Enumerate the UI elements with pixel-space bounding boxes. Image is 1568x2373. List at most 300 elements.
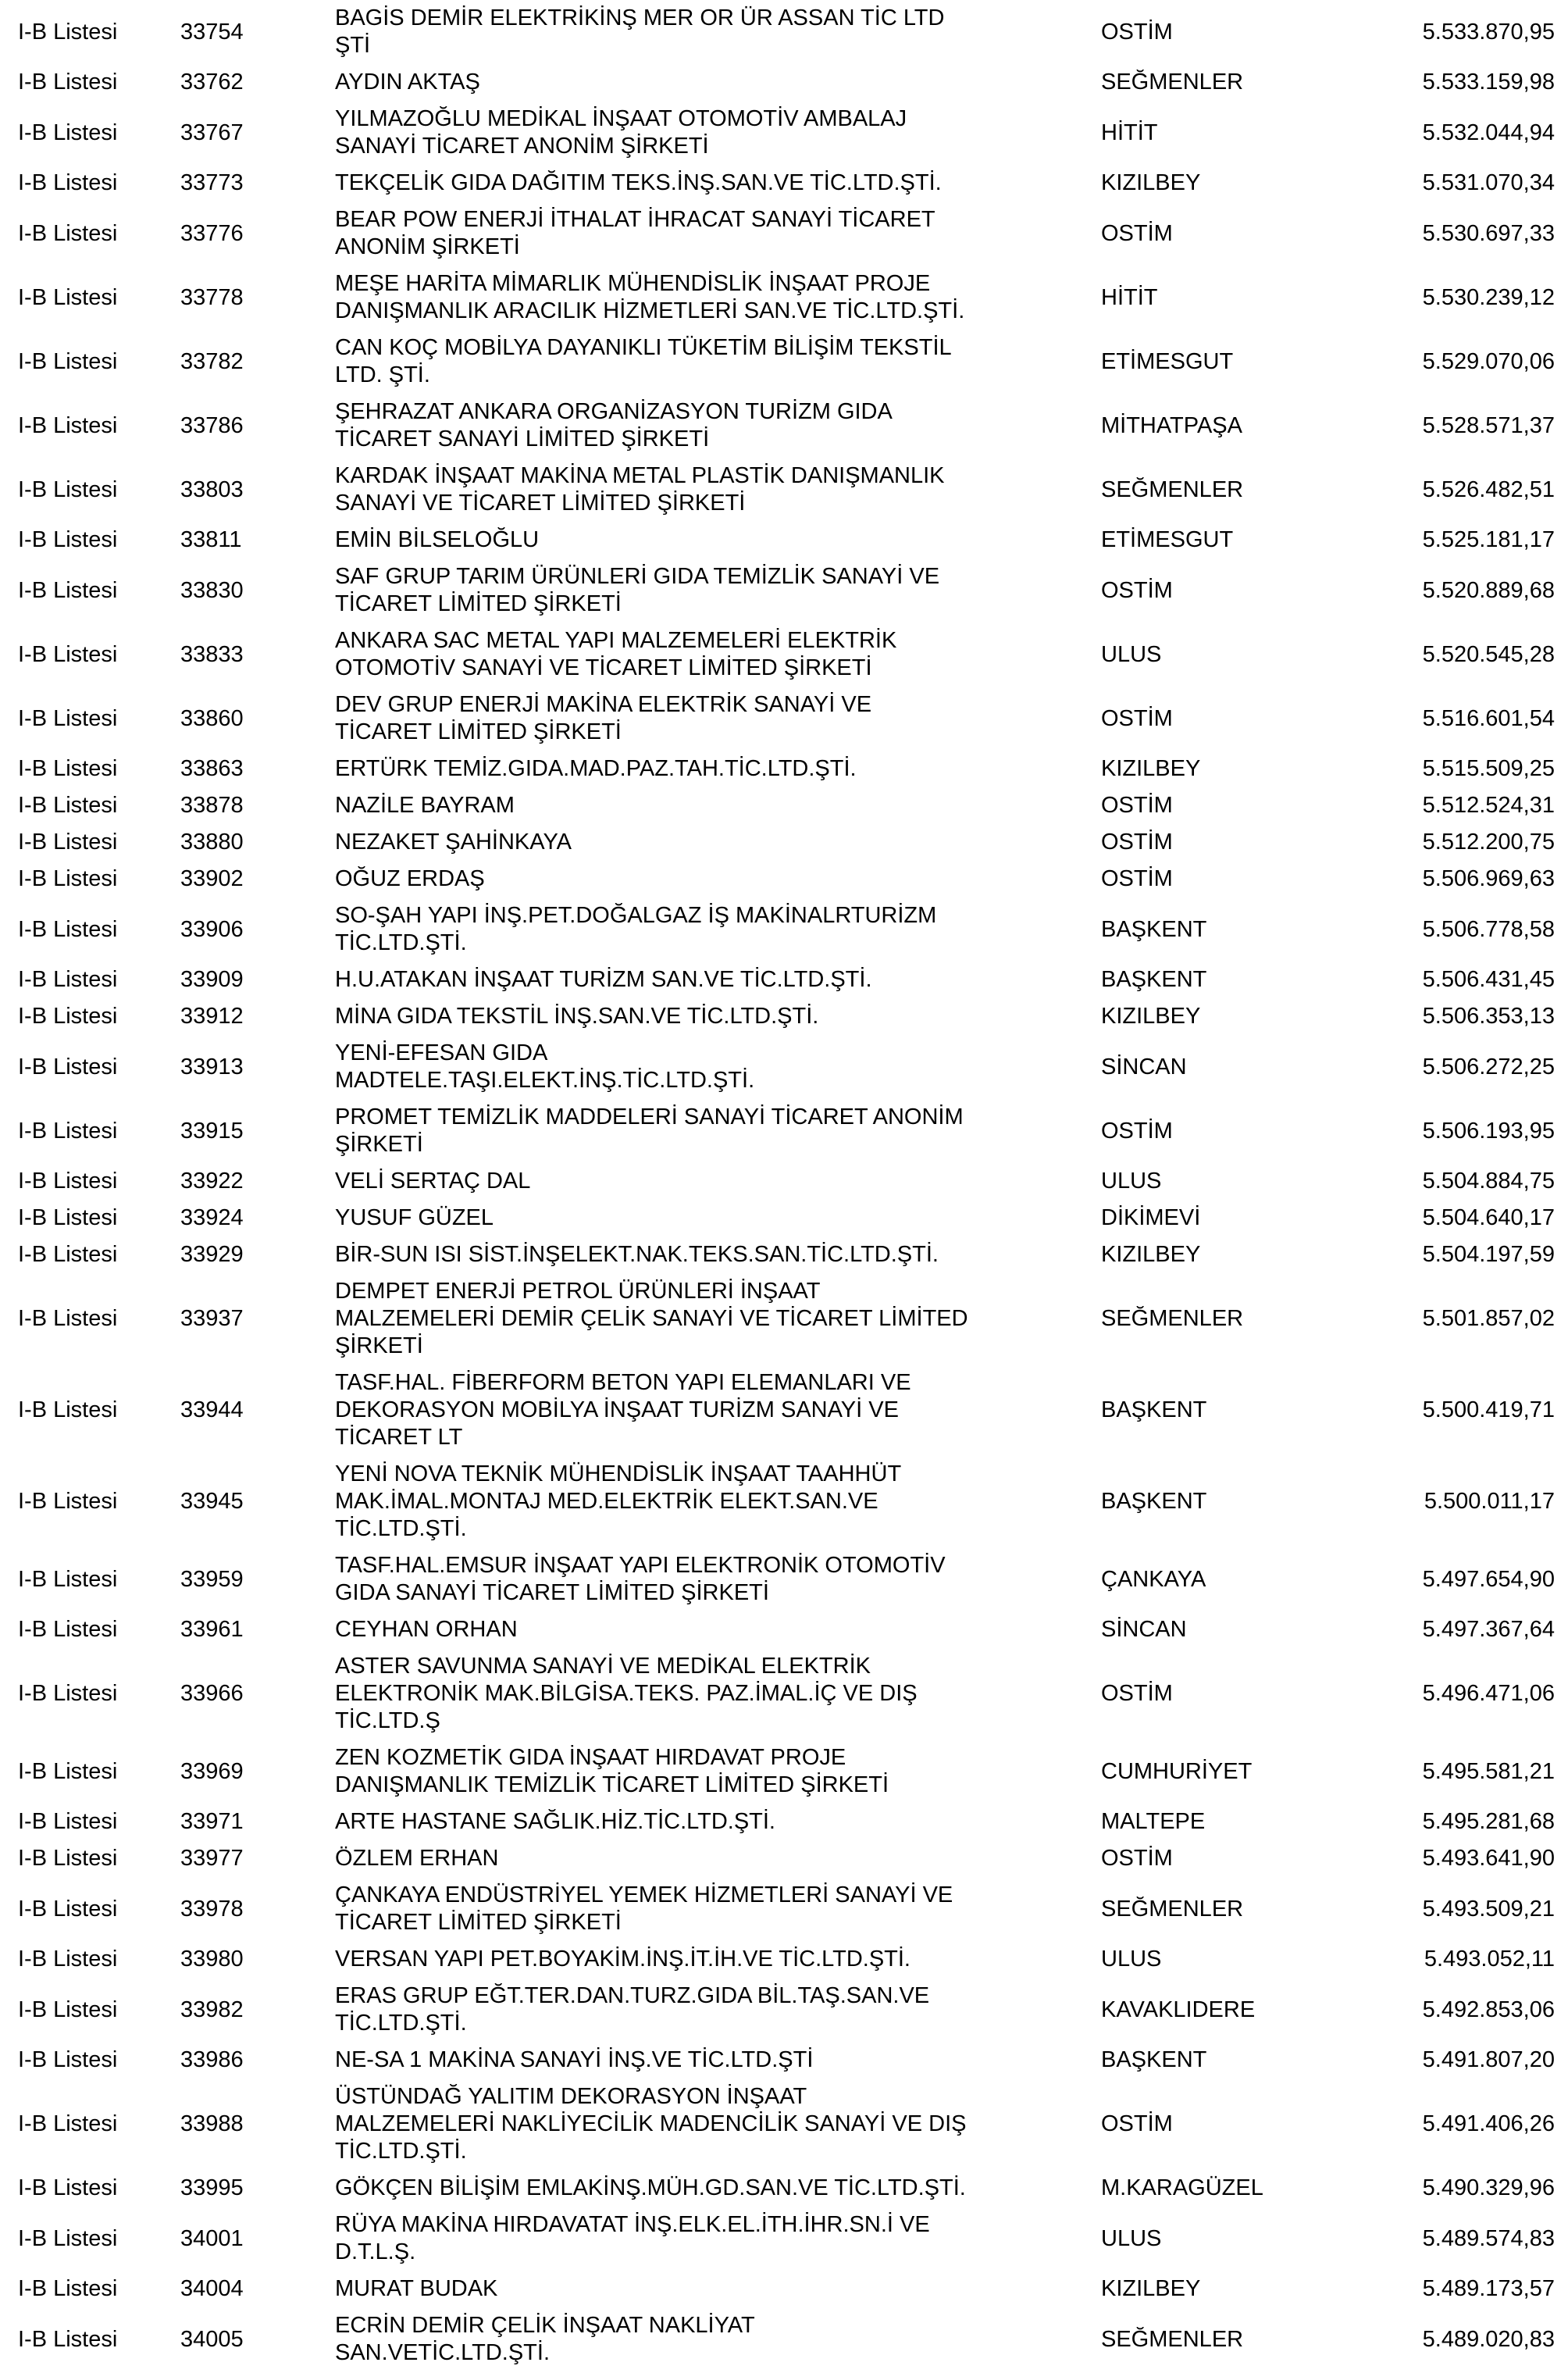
tax-office-cell: BAŞKENT — [1101, 1489, 1207, 1514]
list-type-cell: I-B Listesi — [18, 1997, 118, 2022]
amount-cell: 5.512.200,75 — [1422, 830, 1555, 855]
table-row — [0, 1804, 1568, 1840]
company-name-line: ANKARA SAC METAL YAPI MALZEMELERİ ELEKTRİK — [335, 628, 897, 653]
table-row — [0, 101, 1568, 165]
list-type-cell: I-B Listesi — [18, 756, 118, 781]
tax-office-cell: BAŞKENT — [1101, 1397, 1207, 1422]
tax-office-cell: OSTİM — [1101, 220, 1173, 246]
amount-cell: 5.531.070,34 — [1422, 170, 1555, 195]
table-row — [0, 1456, 1568, 1547]
list-type-cell: I-B Listesi — [18, 1118, 118, 1144]
row-number-cell: 33811 — [180, 527, 242, 552]
company-name-cell — [335, 1808, 1101, 1836]
row-number-cell: 33961 — [180, 1617, 244, 1642]
row-number-cell: 33762 — [180, 70, 244, 95]
company-name-cell — [335, 966, 1101, 994]
row-number-cell: 33776 — [180, 220, 244, 246]
table-row — [0, 824, 1568, 861]
company-name-cell — [335, 398, 1101, 453]
tax-office-cell: OSTİM — [1101, 1681, 1173, 1706]
company-name-line: H.U.ATAKAN İNŞAAT TURİZM SAN.VE TİC.LTD.ŞTİ. — [335, 967, 872, 992]
list-type-cell: I-B Listesi — [18, 1947, 118, 1972]
table-row — [0, 165, 1568, 202]
company-name-cell — [335, 2046, 1101, 2074]
tax-office-cell: SİNCAN — [1101, 1054, 1187, 1079]
tax-office-cell: SEĞMENLER — [1101, 1896, 1244, 1922]
company-name-line: TİCARET SANAYİ LİMİTED ŞİRKETİ — [335, 426, 710, 451]
company-name-cell — [335, 829, 1101, 856]
amount-cell: 5.504.640,17 — [1422, 1205, 1555, 1230]
company-name-line: BEAR POW ENERJİ İTHALAT İHRACAT SANAYİ TİCARET — [335, 207, 935, 232]
company-name-line: SAN.VETİC.LTD.ŞTİ. — [335, 2340, 551, 2365]
tax-office-cell: OSTİM — [1101, 19, 1173, 45]
list-type-cell: I-B Listesi — [18, 577, 118, 603]
company-name-line: ÇANKAYA ENDÜSTRİYEL YEMEK HİZMETLERİ SANAYİ VE — [335, 1882, 953, 1907]
row-number-cell: 33986 — [180, 2047, 244, 2072]
company-name-line: ERAS GRUP EĞT.TER.DAN.TURZ.GIDA BİL.TAŞ.SAN.VE — [335, 1983, 930, 2008]
row-number-cell: 33754 — [180, 19, 244, 45]
list-type-cell: I-B Listesi — [18, 1306, 118, 1331]
table-row — [0, 522, 1568, 558]
company-name-cell — [335, 1982, 1101, 2037]
tax-office-cell: KIZILBEY — [1101, 1242, 1201, 1267]
company-name-cell — [335, 2211, 1101, 2266]
company-name-line: NEZAKET ŞAHİNKAYA — [335, 830, 572, 855]
company-name-cell — [335, 334, 1101, 389]
row-number-cell: 33959 — [180, 1566, 244, 1592]
table-row — [0, 1648, 1568, 1740]
row-number-cell: 33880 — [180, 830, 244, 855]
list-type-cell: I-B Listesi — [18, 120, 118, 145]
list-type-cell: I-B Listesi — [18, 220, 118, 246]
company-name-line: MADTELE.TAŞI.ELEKT.İNŞ.TİC.LTD.ŞTİ. — [335, 1068, 755, 1093]
amount-cell: 5.504.884,75 — [1422, 1169, 1555, 1194]
tax-office-cell: OSTİM — [1101, 705, 1173, 731]
list-type-cell: I-B Listesi — [18, 1054, 118, 1079]
company-name-cell — [335, 1104, 1101, 1158]
table-row — [0, 2079, 1568, 2170]
tax-office-cell: OSTİM — [1101, 830, 1173, 855]
row-number-cell: 33929 — [180, 1242, 244, 1267]
tax-office-cell: BAŞKENT — [1101, 967, 1207, 992]
company-name-line: TİC.LTD.ŞTİ. — [335, 1516, 467, 1541]
company-name-line: BİR-SUN ISI SİST.İNŞELEKT.NAK.TEKS.SAN.TİC.LTD.ŞTİ. — [335, 1242, 939, 1267]
list-type-cell: I-B Listesi — [18, 70, 118, 95]
amount-cell: 5.489.574,83 — [1422, 2225, 1555, 2251]
tax-office-cell: ÇANKAYA — [1101, 1566, 1206, 1592]
row-number-cell: 34005 — [180, 2326, 244, 2352]
amount-cell: 5.520.889,68 — [1422, 577, 1555, 603]
company-name-cell — [335, 270, 1101, 325]
company-name-line: EMİN BİLSELOĞLU — [335, 527, 540, 552]
table-row — [0, 202, 1568, 266]
company-name-cell — [335, 5, 1101, 59]
list-type-cell: I-B Listesi — [18, 1896, 118, 1922]
tax-office-cell: MİTHATPAŞA — [1101, 412, 1242, 438]
amount-cell: 5.504.197,59 — [1422, 1242, 1555, 1267]
tax-office-cell: HİTİT — [1101, 284, 1158, 310]
list-type-cell: I-B Listesi — [18, 2326, 118, 2352]
tax-office-cell: OSTİM — [1101, 577, 1173, 603]
row-number-cell: 33982 — [180, 1997, 244, 2022]
company-name-cell — [335, 691, 1101, 746]
amount-cell: 5.493.641,90 — [1422, 1846, 1555, 1871]
company-name-cell — [335, 1369, 1101, 1451]
row-number-cell: 33786 — [180, 412, 244, 438]
company-name-cell — [335, 1241, 1101, 1269]
company-name-line: TİCARET LİMİTED ŞİRKETİ — [335, 591, 622, 616]
tax-office-cell: SEĞMENLER — [1101, 476, 1244, 502]
tax-office-cell: KIZILBEY — [1101, 170, 1201, 195]
company-name-cell — [335, 206, 1101, 261]
company-name-line: ŞEHRAZAT ANKARA ORGANİZASYON TURİZM GIDA — [335, 399, 893, 424]
tax-office-cell: KAVAKLIDERE — [1101, 1997, 1256, 2022]
table-row — [0, 1236, 1568, 1273]
table-row — [0, 2271, 1568, 2307]
tax-office-cell: KIZILBEY — [1101, 2276, 1201, 2301]
company-name-line: CAN KOÇ MOBİLYA DAYANIKLI TÜKETİM BİLİŞİM TEKSTİL — [335, 335, 952, 360]
tax-office-cell: SEĞMENLER — [1101, 2326, 1244, 2352]
list-type-cell: I-B Listesi — [18, 2111, 118, 2136]
row-number-cell: 34001 — [180, 2225, 244, 2251]
list-type-cell: I-B Listesi — [18, 1809, 118, 1834]
amount-cell: 5.489.020,83 — [1422, 2326, 1555, 2352]
row-number-cell: 33863 — [180, 756, 244, 781]
row-number-cell: 33995 — [180, 2175, 244, 2200]
row-number-cell: 33912 — [180, 1004, 244, 1029]
list-type-cell: I-B Listesi — [18, 1169, 118, 1194]
row-number-cell: 33803 — [180, 476, 244, 502]
company-name-line: ELEKTRONİK MAK.BİLGİSA.TEKS. PAZ.İMAL.İÇ VE DIŞ — [335, 1681, 918, 1706]
row-number-cell: 33977 — [180, 1846, 244, 1871]
company-name-line: MEŞE HARİTA MİMARLIK MÜHENDİSLİK İNŞAAT PROJE — [335, 271, 931, 296]
company-name-cell — [335, 627, 1101, 682]
company-name-line: TİCARET LİMİTED ŞİRKETİ — [335, 1910, 622, 1935]
company-name-cell — [335, 1616, 1101, 1643]
table-row — [0, 998, 1568, 1035]
company-name-cell — [335, 1845, 1101, 1872]
list-type-cell: I-B Listesi — [18, 916, 118, 942]
company-name-line: DANIŞMANLIK TEMİZLİK TİCARET LİMİTED ŞİRKETİ — [335, 1772, 889, 1797]
company-name-cell — [335, 755, 1101, 783]
company-name-cell — [335, 2275, 1101, 2303]
table-row — [0, 1035, 1568, 1099]
list-type-cell: I-B Listesi — [18, 1489, 118, 1514]
company-name-line: RÜYA MAKİNA HIRDAVATAT İNŞ.ELK.EL.İTH.İHR.SN.İ VE — [335, 2212, 930, 2237]
table-row — [0, 623, 1568, 687]
amount-cell: 5.525.181,17 — [1422, 527, 1555, 552]
tax-office-cell: OSTİM — [1101, 866, 1173, 891]
company-name-cell — [335, 2175, 1101, 2202]
table-row — [0, 266, 1568, 330]
tax-office-cell: ULUS — [1101, 2225, 1162, 2251]
table-row — [0, 2042, 1568, 2079]
table-row — [0, 2170, 1568, 2207]
amount-cell: 5.528.571,37 — [1422, 412, 1555, 438]
list-type-cell: I-B Listesi — [18, 866, 118, 891]
list-type-cell: I-B Listesi — [18, 2276, 118, 2301]
list-type-cell: I-B Listesi — [18, 348, 118, 374]
company-name-line: DANIŞMANLIK ARACILIK HİZMETLERİ SAN.VE TİC.LTD.ŞTİ. — [335, 298, 965, 323]
tax-office-cell: ULUS — [1101, 1169, 1162, 1194]
company-name-line: SO-ŞAH YAPI İNŞ.PET.DOĞALGAZ İŞ MAKİNALRTURİZM — [335, 903, 937, 928]
amount-cell: 5.500.419,71 — [1422, 1397, 1555, 1422]
row-number-cell: 33924 — [180, 1205, 244, 1230]
tax-office-cell: BAŞKENT — [1101, 916, 1207, 942]
tax-office-cell: OSTİM — [1101, 793, 1173, 818]
row-number-cell: 33966 — [180, 1681, 244, 1706]
list-type-cell: I-B Listesi — [18, 1617, 118, 1642]
amount-cell: 5.491.406,26 — [1422, 2111, 1555, 2136]
amount-cell: 5.506.193,95 — [1422, 1118, 1555, 1144]
company-name-cell — [335, 1882, 1101, 1936]
table-row — [0, 751, 1568, 787]
amount-cell: 5.530.239,12 — [1422, 284, 1555, 310]
table-row — [0, 897, 1568, 962]
amount-cell: 5.533.870,95 — [1422, 19, 1555, 45]
company-name-line: SANAYİ VE TİCARET LİMİTED ŞİRKETİ — [335, 491, 746, 516]
table-row — [0, 330, 1568, 394]
company-name-line: ŞİRKETİ — [335, 1132, 423, 1157]
tax-office-cell: OSTİM — [1101, 1118, 1173, 1144]
amount-cell: 5.506.778,58 — [1422, 916, 1555, 942]
company-name-cell — [335, 105, 1101, 160]
list-type-cell: I-B Listesi — [18, 641, 118, 667]
list-type-cell: I-B Listesi — [18, 2175, 118, 2200]
company-name-cell — [335, 1653, 1101, 1735]
amount-cell: 5.493.052,11 — [1424, 1947, 1555, 1972]
company-name-cell — [335, 865, 1101, 893]
company-name-line: MALZEMELERİ NAKLİYECİLİK MADENCİLİK SANAYİ VE DIŞ — [335, 2111, 967, 2136]
company-name-cell — [335, 1946, 1101, 1973]
table-row — [0, 1547, 1568, 1611]
amount-cell: 5.529.070,06 — [1422, 348, 1555, 374]
list-type-cell: I-B Listesi — [18, 1205, 118, 1230]
company-name-line: MİNA GIDA TEKSTİL İNŞ.SAN.VE TİC.LTD.ŞTİ. — [335, 1004, 819, 1029]
company-name-line: TİCARET LT — [335, 1425, 463, 1450]
table-row — [0, 1611, 1568, 1648]
table-row — [0, 687, 1568, 751]
company-name-line: VELİ SERTAÇ DAL — [335, 1169, 531, 1194]
tax-office-cell: ULUS — [1101, 641, 1162, 667]
company-name-cell — [335, 69, 1101, 96]
table-row — [0, 64, 1568, 101]
row-number-cell: 33913 — [180, 1054, 244, 1079]
list-type-cell: I-B Listesi — [18, 412, 118, 438]
amount-cell: 5.490.329,96 — [1422, 2175, 1555, 2200]
row-number-cell: 33969 — [180, 1758, 244, 1784]
list-type-cell: I-B Listesi — [18, 1004, 118, 1029]
company-name-line: SANAYİ TİCARET ANONİM ŞİRKETİ — [335, 134, 709, 159]
company-name-cell — [335, 170, 1101, 197]
list-type-cell: I-B Listesi — [18, 1397, 118, 1422]
tax-office-cell: SEĞMENLER — [1101, 1306, 1244, 1331]
table-row — [0, 1163, 1568, 1200]
tax-office-cell: KIZILBEY — [1101, 756, 1201, 781]
table-row — [0, 1200, 1568, 1236]
company-name-line: BAGİS DEMİR ELEKTRİKİNŞ MER OR ÜR ASSAN TİC LTD — [335, 5, 945, 30]
company-name-line: DEMPET ENERJİ PETROL ÜRÜNLERİ İNŞAAT — [335, 1279, 821, 1304]
company-name-line: DEV GRUP ENERJİ MAKİNA ELEKTRİK SANAYİ VE — [335, 692, 872, 717]
row-number-cell: 33922 — [180, 1169, 244, 1194]
table-row — [0, 1941, 1568, 1978]
company-name-line: OĞUZ ERDAŞ — [335, 866, 485, 891]
company-name-line: OTOMOTİV SANAYİ VE TİCARET LİMİTED ŞİRKETİ — [335, 655, 872, 680]
table-row — [0, 962, 1568, 998]
company-name-cell — [335, 1278, 1101, 1360]
tax-office-cell: OSTİM — [1101, 1846, 1173, 1871]
table-row — [0, 2207, 1568, 2271]
tax-office-cell: M.KARAGÜZEL — [1101, 2175, 1263, 2200]
company-name-cell — [335, 1003, 1101, 1030]
amount-cell: 5.501.857,02 — [1422, 1306, 1555, 1331]
list-type-cell: I-B Listesi — [18, 1846, 118, 1871]
company-name-line: TİC.LTD.ŞTİ. — [335, 2139, 467, 2164]
list-type-cell: I-B Listesi — [18, 793, 118, 818]
company-name-cell — [335, 526, 1101, 554]
table-row — [0, 1877, 1568, 1941]
company-name-line: TİC.LTD.ŞTİ. — [335, 930, 467, 955]
company-name-line: YENİ-EFESAN GIDA — [335, 1040, 548, 1065]
table-row — [0, 394, 1568, 458]
company-name-cell — [335, 792, 1101, 819]
amount-cell: 5.496.471,06 — [1422, 1681, 1555, 1706]
amount-cell: 5.506.272,25 — [1422, 1054, 1555, 1079]
tax-office-cell: BAŞKENT — [1101, 2047, 1207, 2072]
company-name-line: TASF.HAL. FİBERFORM BETON YAPI ELEMANLARI VE — [335, 1370, 911, 1395]
table-row — [0, 1840, 1568, 1877]
tax-office-cell: KIZILBEY — [1101, 1004, 1201, 1029]
list-type-cell: I-B Listesi — [18, 476, 118, 502]
row-number-cell: 33773 — [180, 170, 244, 195]
amount-cell: 5.533.159,98 — [1422, 70, 1555, 95]
tax-office-cell: DİKİMEVİ — [1101, 1205, 1201, 1230]
row-number-cell: 34004 — [180, 2276, 244, 2301]
company-name-cell — [335, 1168, 1101, 1195]
amount-cell: 5.495.581,21 — [1422, 1758, 1555, 1784]
company-name-line: NAZİLE BAYRAM — [335, 793, 515, 818]
tax-office-cell: SEĞMENLER — [1101, 70, 1244, 95]
company-name-line: ANONİM ŞİRKETİ — [335, 234, 520, 259]
company-name-cell — [335, 1552, 1101, 1607]
company-name-line: VERSAN YAPI PET.BOYAKİM.İNŞ.İT.İH.VE TİC.LTD.ŞTİ. — [335, 1947, 911, 1972]
company-name-line: LTD. ŞTİ. — [335, 362, 430, 387]
table-row — [0, 1365, 1568, 1456]
company-name-line: TİC.LTD.Ş — [335, 1708, 440, 1733]
company-name-cell — [335, 462, 1101, 517]
row-number-cell: 33909 — [180, 967, 244, 992]
company-name-cell — [335, 2083, 1101, 2165]
company-name-line: ÖZLEM ERHAN — [335, 1846, 499, 1871]
amount-cell: 5.512.524,31 — [1422, 793, 1555, 818]
table-row — [0, 0, 1568, 64]
amount-cell: 5.500.011,17 — [1424, 1489, 1555, 1514]
list-type-cell: I-B Listesi — [18, 705, 118, 731]
list-type-cell: I-B Listesi — [18, 527, 118, 552]
amount-cell: 5.532.044,94 — [1422, 120, 1555, 145]
company-name-line: YENİ NOVA TEKNİK MÜHENDİSLİK İNŞAAT TAAHHÜT — [335, 1461, 902, 1486]
company-name-line: NE-SA 1 MAKİNA SANAYİ İNŞ.VE TİC.LTD.ŞTİ — [335, 2047, 814, 2072]
table-row — [0, 1978, 1568, 2042]
amount-cell: 5.520.545,28 — [1422, 641, 1555, 667]
amount-cell: 5.526.482,51 — [1422, 476, 1555, 502]
amount-cell: 5.515.509,25 — [1422, 756, 1555, 781]
list-type-cell: I-B Listesi — [18, 2047, 118, 2072]
company-name-line: ZEN KOZMETİK GIDA İNŞAAT HIRDAVAT PROJE — [335, 1745, 846, 1770]
company-name-line: MALZEMELERİ DEMİR ÇELİK SANAYİ VE TİCARET LİMİTED — [335, 1306, 968, 1331]
company-name-line: AYDIN AKTAŞ — [335, 70, 480, 95]
table-row — [0, 558, 1568, 623]
company-name-line: DEKORASYON MOBİLYA İNŞAAT TURİZM SANAYİ VE — [335, 1397, 899, 1422]
company-name-line: ARTE HASTANE SAĞLIK.HİZ.TİC.LTD.ŞTİ. — [335, 1809, 775, 1834]
list-type-cell: I-B Listesi — [18, 170, 118, 195]
company-name-line: CEYHAN ORHAN — [335, 1617, 518, 1642]
row-number-cell: 33980 — [180, 1947, 244, 1972]
list-type-cell: I-B Listesi — [18, 1566, 118, 1592]
list-type-cell: I-B Listesi — [18, 830, 118, 855]
company-name-cell — [335, 2312, 1101, 2367]
row-number-cell: 33833 — [180, 641, 244, 667]
company-name-line: D.T.L.Ş. — [335, 2239, 416, 2264]
row-number-cell: 33945 — [180, 1489, 244, 1514]
list-type-cell: I-B Listesi — [18, 1681, 118, 1706]
company-name-line: SAF GRUP TARIM ÜRÜNLERİ GIDA TEMİZLİK SANAYİ VE — [335, 564, 940, 589]
row-number-cell: 33878 — [180, 793, 244, 818]
amount-cell: 5.489.173,57 — [1422, 2276, 1555, 2301]
amount-cell: 5.492.853,06 — [1422, 1997, 1555, 2022]
list-type-cell: I-B Listesi — [18, 19, 118, 45]
tax-office-cell: ULUS — [1101, 1947, 1162, 1972]
list-type-cell: I-B Listesi — [18, 1242, 118, 1267]
row-number-cell: 33988 — [180, 2111, 244, 2136]
tax-office-cell: MALTEPE — [1101, 1809, 1206, 1834]
row-number-cell: 33944 — [180, 1397, 244, 1422]
tax-office-cell: HİTİT — [1101, 120, 1158, 145]
company-name-line: MAK.İMAL.MONTAJ MED.ELEKTRİK ELEKT.SAN.VE — [335, 1489, 878, 1514]
row-number-cell: 33778 — [180, 284, 244, 310]
company-name-line: ŞİRKETİ — [335, 1333, 423, 1358]
company-name-cell — [335, 1744, 1101, 1799]
company-name-line: TASF.HAL.EMSUR İNŞAAT YAPI ELEKTRONİK OTOMOTİV — [335, 1553, 946, 1578]
table-row — [0, 1099, 1568, 1163]
row-number-cell: 33902 — [180, 866, 244, 891]
amount-cell: 5.506.969,63 — [1422, 866, 1555, 891]
company-name-cell — [335, 902, 1101, 957]
amount-cell: 5.516.601,54 — [1422, 705, 1555, 731]
company-name-cell — [335, 563, 1101, 618]
company-name-line: YILMAZOĞLU MEDİKAL İNŞAAT OTOMOTİV AMBALAJ — [335, 106, 907, 131]
amount-cell: 5.495.281,68 — [1422, 1809, 1555, 1834]
company-name-line: GÖKÇEN BİLİŞİM EMLAKİNŞ.MÜH.GD.SAN.VE TİC.LTD.ŞTİ. — [335, 2175, 966, 2200]
company-name-line: ASTER SAVUNMA SANAYİ VE MEDİKAL ELEKTRİK — [335, 1654, 871, 1679]
company-name-cell — [335, 1204, 1101, 1232]
company-name-line: ÜSTÜNDAĞ YALITIM DEKORASYON İNŞAAT — [335, 2084, 807, 2109]
amount-cell: 5.506.431,45 — [1422, 967, 1555, 992]
company-name-line: TİC.LTD.ŞTİ. — [335, 2011, 467, 2036]
company-name-cell — [335, 1040, 1101, 1094]
row-number-cell: 33906 — [180, 916, 244, 942]
table-row — [0, 458, 1568, 522]
amount-cell: 5.493.509,21 — [1422, 1896, 1555, 1922]
company-name-line: ERTÜRK TEMİZ.GIDA.MAD.PAZ.TAH.TİC.LTD.ŞTİ. — [335, 756, 857, 781]
row-number-cell: 33971 — [180, 1809, 244, 1834]
row-number-cell: 33978 — [180, 1896, 244, 1922]
tax-office-cell: ETİMESGUT — [1101, 348, 1234, 374]
amount-cell: 5.497.654,90 — [1422, 1566, 1555, 1592]
row-number-cell: 33937 — [180, 1306, 244, 1331]
row-number-cell: 33860 — [180, 705, 244, 731]
tax-office-cell: OSTİM — [1101, 2111, 1173, 2136]
